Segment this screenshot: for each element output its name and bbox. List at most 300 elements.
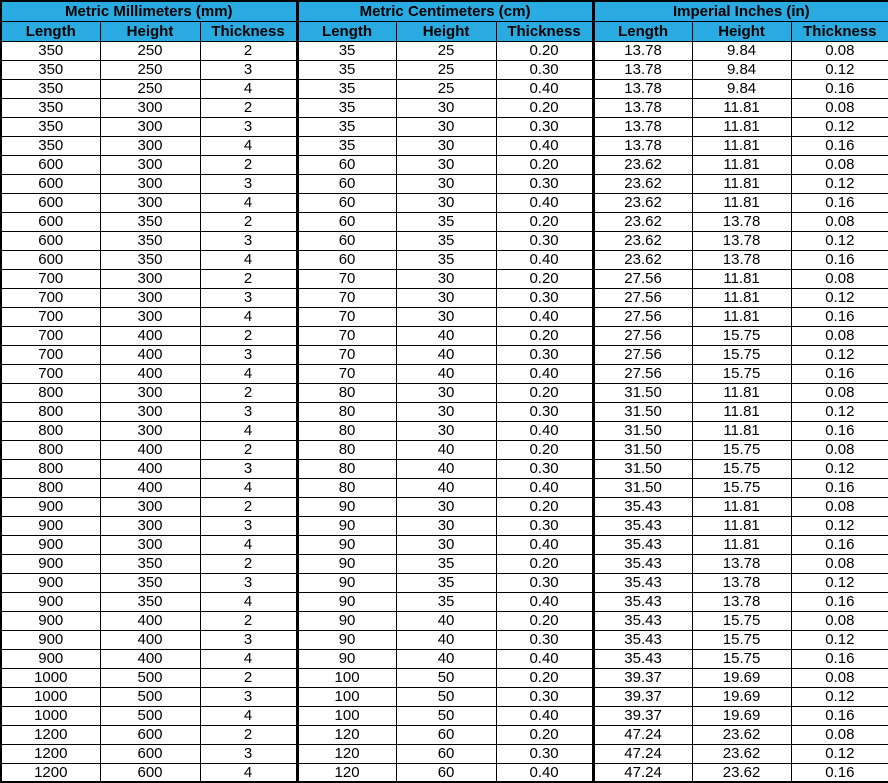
table-cell: 0.40	[496, 478, 593, 497]
table-cell: 0.16	[791, 649, 888, 668]
table-cell: 60	[297, 155, 396, 174]
table-cell: 11.81	[692, 117, 791, 136]
table-cell: 13.78	[593, 79, 692, 98]
table-cell: 250	[100, 79, 200, 98]
table-cell: 35.43	[593, 630, 692, 649]
table-cell: 600	[1, 231, 100, 250]
table-cell: 0.40	[496, 535, 593, 554]
table-cell: 120	[297, 725, 396, 744]
table-cell: 90	[297, 649, 396, 668]
table-cell: 400	[100, 364, 200, 383]
table-cell: 300	[100, 117, 200, 136]
table-cell: 0.30	[496, 687, 593, 706]
table-cell: 35	[297, 117, 396, 136]
table-cell: 40	[396, 478, 496, 497]
table-cell: 350	[100, 212, 200, 231]
table-cell: 3	[200, 345, 297, 364]
table-cell: 31.50	[593, 440, 692, 459]
table-cell: 27.56	[593, 288, 692, 307]
table-cell: 60	[297, 250, 396, 269]
table-cell: 700	[1, 364, 100, 383]
table-cell: 0.08	[791, 668, 888, 687]
table-cell: 120	[297, 763, 396, 782]
table-cell: 23.62	[593, 155, 692, 174]
table-cell: 1200	[1, 744, 100, 763]
table-cell: 2	[200, 98, 297, 117]
table-cell: 4	[200, 706, 297, 725]
table-cell: 90	[297, 535, 396, 554]
table-cell: 90	[297, 516, 396, 535]
table-cell: 900	[1, 516, 100, 535]
table-cell: 31.50	[593, 383, 692, 402]
table-cell: 600	[1, 250, 100, 269]
table-cell: 0.30	[496, 60, 593, 79]
table-cell: 800	[1, 478, 100, 497]
table-cell: 35.43	[593, 535, 692, 554]
table-cell: 600	[100, 725, 200, 744]
table-cell: 27.56	[593, 307, 692, 326]
table-cell: 350	[100, 250, 200, 269]
table-cell: 60	[297, 193, 396, 212]
table-cell: 39.37	[593, 687, 692, 706]
table-cell: 19.69	[692, 706, 791, 725]
table-cell: 0.08	[791, 155, 888, 174]
table-cell: 0.30	[496, 231, 593, 250]
group-header-cm: Metric Centimeters (cm)	[297, 1, 593, 21]
table-cell: 0.08	[791, 383, 888, 402]
table-cell: 0.20	[496, 554, 593, 573]
table-cell: 35	[297, 136, 396, 155]
table-row	[1, 288, 888, 307]
table-row	[1, 497, 888, 516]
table-cell: 100	[297, 687, 396, 706]
table-cell: 0.30	[496, 630, 593, 649]
table-cell: 0.30	[496, 516, 593, 535]
table-cell: 25	[396, 60, 496, 79]
table-cell: 11.81	[692, 383, 791, 402]
table-cell: 2	[200, 383, 297, 402]
table-cell: 3	[200, 687, 297, 706]
table-row	[1, 212, 888, 231]
table-cell: 9.84	[692, 41, 791, 60]
table-cell: 30	[396, 421, 496, 440]
table-cell: 400	[100, 611, 200, 630]
table-cell: 9.84	[692, 60, 791, 79]
table-cell: 1200	[1, 763, 100, 782]
table-cell: 300	[100, 402, 200, 421]
table-cell: 70	[297, 364, 396, 383]
table-cell: 0.30	[496, 573, 593, 592]
table-row	[1, 231, 888, 250]
table-cell: 0.16	[791, 79, 888, 98]
table-cell: 2	[200, 611, 297, 630]
column-header-in-length: Length	[593, 21, 692, 41]
table-cell: 0.12	[791, 60, 888, 79]
table-cell: 80	[297, 440, 396, 459]
table-cell: 13.78	[593, 98, 692, 117]
table-cell: 350	[100, 592, 200, 611]
group-header-in: Imperial Inches (in)	[593, 1, 888, 21]
table-cell: 1200	[1, 725, 100, 744]
table-cell: 350	[1, 98, 100, 117]
table-cell: 35.43	[593, 592, 692, 611]
table-cell: 27.56	[593, 269, 692, 288]
table-row	[1, 421, 888, 440]
table-cell: 0.12	[791, 459, 888, 478]
table-cell: 60	[297, 174, 396, 193]
table-row	[1, 440, 888, 459]
table-cell: 40	[396, 630, 496, 649]
table-cell: 30	[396, 535, 496, 554]
table-cell: 4	[200, 364, 297, 383]
table-cell: 23.62	[692, 744, 791, 763]
table-row	[1, 649, 888, 668]
table-cell: 120	[297, 744, 396, 763]
table-cell: 0.30	[496, 459, 593, 478]
table-cell: 0.12	[791, 402, 888, 421]
table-cell: 13.78	[593, 60, 692, 79]
table-cell: 800	[1, 402, 100, 421]
table-cell: 4	[200, 649, 297, 668]
table-cell: 2	[200, 497, 297, 516]
table-cell: 27.56	[593, 364, 692, 383]
table-cell: 0.08	[791, 269, 888, 288]
table-cell: 800	[1, 440, 100, 459]
table-cell: 0.08	[791, 98, 888, 117]
table-cell: 40	[396, 611, 496, 630]
table-cell: 0.08	[791, 497, 888, 516]
table-cell: 300	[100, 174, 200, 193]
table-cell: 11.81	[692, 307, 791, 326]
table-cell: 0.16	[791, 706, 888, 725]
table-cell: 13.78	[692, 231, 791, 250]
table-row	[1, 402, 888, 421]
table-cell: 0.08	[791, 611, 888, 630]
table-cell: 23.62	[593, 250, 692, 269]
table-cell: 60	[297, 231, 396, 250]
column-header-cm-height: Height	[396, 21, 496, 41]
table-cell: 23.62	[692, 763, 791, 782]
table-cell: 11.81	[692, 402, 791, 421]
table-cell: 90	[297, 592, 396, 611]
table-cell: 350	[1, 117, 100, 136]
table-row	[1, 611, 888, 630]
table-cell: 0.08	[791, 440, 888, 459]
table-cell: 11.81	[692, 269, 791, 288]
table-cell: 13.78	[593, 136, 692, 155]
table-cell: 30	[396, 383, 496, 402]
table-cell: 3	[200, 402, 297, 421]
table-cell: 350	[100, 554, 200, 573]
table-cell: 300	[100, 136, 200, 155]
table-cell: 11.81	[692, 136, 791, 155]
table-cell: 2	[200, 212, 297, 231]
table-cell: 2	[200, 725, 297, 744]
table-cell: 4	[200, 250, 297, 269]
table-row	[1, 478, 888, 497]
table-cell: 0.40	[496, 706, 593, 725]
table-cell: 2	[200, 440, 297, 459]
table-cell: 1000	[1, 687, 100, 706]
column-header-in-thickness: Thickness	[791, 21, 888, 41]
table-cell: 300	[100, 288, 200, 307]
table-cell: 13.78	[692, 573, 791, 592]
table-cell: 27.56	[593, 345, 692, 364]
table-cell: 4	[200, 307, 297, 326]
table-cell: 35	[396, 231, 496, 250]
table-cell: 11.81	[692, 288, 791, 307]
table-row	[1, 60, 888, 79]
table-cell: 0.20	[496, 611, 593, 630]
table-cell: 35	[297, 41, 396, 60]
table-cell: 1000	[1, 706, 100, 725]
table-cell: 300	[100, 535, 200, 554]
table-cell: 3	[200, 573, 297, 592]
table-cell: 35	[297, 79, 396, 98]
table-cell: 0.40	[496, 79, 593, 98]
table-row	[1, 117, 888, 136]
table-cell: 0.12	[791, 174, 888, 193]
table-cell: 80	[297, 478, 396, 497]
table-row	[1, 744, 888, 763]
table-cell: 500	[100, 706, 200, 725]
table-cell: 80	[297, 421, 396, 440]
table-cell: 0.16	[791, 421, 888, 440]
table-cell: 350	[100, 573, 200, 592]
table-cell: 0.08	[791, 326, 888, 345]
table-cell: 0.12	[791, 288, 888, 307]
table-cell: 3	[200, 744, 297, 763]
table-cell: 90	[297, 497, 396, 516]
table-cell: 0.40	[496, 592, 593, 611]
table-cell: 250	[100, 60, 200, 79]
table-cell: 800	[1, 459, 100, 478]
table-cell: 800	[1, 421, 100, 440]
table-cell: 900	[1, 611, 100, 630]
table-cell: 3	[200, 630, 297, 649]
table-cell: 15.75	[692, 364, 791, 383]
table-cell: 23.62	[593, 174, 692, 193]
table-cell: 0.30	[496, 288, 593, 307]
table-cell: 15.75	[692, 326, 791, 345]
table-cell: 13.78	[593, 117, 692, 136]
table-cell: 0.16	[791, 478, 888, 497]
table-cell: 47.24	[593, 725, 692, 744]
table-cell: 50	[396, 687, 496, 706]
table-cell: 11.81	[692, 174, 791, 193]
table-cell: 0.20	[496, 497, 593, 516]
table-cell: 0.16	[791, 250, 888, 269]
column-header-mm-height: Height	[100, 21, 200, 41]
table-cell: 500	[100, 668, 200, 687]
table-cell: 31.50	[593, 459, 692, 478]
table-cell: 40	[396, 459, 496, 478]
table-cell: 23.62	[593, 212, 692, 231]
table-cell: 350	[1, 41, 100, 60]
table-cell: 300	[100, 269, 200, 288]
table-cell: 0.12	[791, 345, 888, 364]
table-cell: 4	[200, 535, 297, 554]
table-cell: 0.16	[791, 307, 888, 326]
table-cell: 35	[396, 212, 496, 231]
table-cell: 0.20	[496, 269, 593, 288]
table-cell: 0.20	[496, 155, 593, 174]
table-cell: 900	[1, 649, 100, 668]
table-cell: 19.69	[692, 668, 791, 687]
table-cell: 0.40	[496, 307, 593, 326]
table-cell: 900	[1, 497, 100, 516]
table-cell: 31.50	[593, 402, 692, 421]
table-cell: 60	[396, 744, 496, 763]
table-row	[1, 706, 888, 725]
table-cell: 15.75	[692, 440, 791, 459]
table-cell: 0.08	[791, 554, 888, 573]
table-cell: 11.81	[692, 98, 791, 117]
table-cell: 11.81	[692, 155, 791, 174]
table-cell: 0.16	[791, 535, 888, 554]
table-cell: 400	[100, 345, 200, 364]
table-cell: 0.12	[791, 744, 888, 763]
group-header-row	[1, 1, 888, 21]
table-cell: 80	[297, 402, 396, 421]
table-cell: 100	[297, 706, 396, 725]
table-header	[1, 1, 888, 41]
table-cell: 300	[100, 497, 200, 516]
table-cell: 800	[1, 383, 100, 402]
table-cell: 35	[396, 573, 496, 592]
table-cell: 31.50	[593, 478, 692, 497]
table-cell: 27.56	[593, 326, 692, 345]
table-cell: 70	[297, 326, 396, 345]
table-cell: 39.37	[593, 668, 692, 687]
table-cell: 0.12	[791, 117, 888, 136]
table-cell: 300	[100, 193, 200, 212]
table-cell: 30	[396, 98, 496, 117]
table-cell: 0.16	[791, 364, 888, 383]
table-cell: 350	[100, 231, 200, 250]
table-cell: 2	[200, 326, 297, 345]
table-cell: 400	[100, 478, 200, 497]
table-cell: 0.20	[496, 41, 593, 60]
table-cell: 700	[1, 288, 100, 307]
table-row	[1, 155, 888, 174]
table-cell: 35.43	[593, 573, 692, 592]
table-cell: 600	[1, 155, 100, 174]
table-cell: 35	[297, 98, 396, 117]
table-cell: 30	[396, 193, 496, 212]
table-cell: 40	[396, 649, 496, 668]
table-cell: 35	[396, 250, 496, 269]
table-cell: 0.40	[496, 421, 593, 440]
table-cell: 30	[396, 174, 496, 193]
table-cell: 50	[396, 706, 496, 725]
table-row	[1, 41, 888, 60]
table-cell: 0.08	[791, 212, 888, 231]
table-cell: 0.12	[791, 231, 888, 250]
table-cell: 350	[1, 79, 100, 98]
table-cell: 2	[200, 668, 297, 687]
table-cell: 700	[1, 326, 100, 345]
table-cell: 35.43	[593, 649, 692, 668]
table-row	[1, 250, 888, 269]
table-cell: 0.40	[496, 136, 593, 155]
table-cell: 700	[1, 345, 100, 364]
table-cell: 300	[100, 383, 200, 402]
table-row	[1, 383, 888, 402]
table-cell: 15.75	[692, 345, 791, 364]
table-cell: 3	[200, 516, 297, 535]
table-cell: 0.20	[496, 440, 593, 459]
table-cell: 0.12	[791, 687, 888, 706]
table-cell: 11.81	[692, 516, 791, 535]
table-row	[1, 79, 888, 98]
table-cell: 250	[100, 41, 200, 60]
table-cell: 4	[200, 79, 297, 98]
table-cell: 350	[1, 60, 100, 79]
table-cell: 90	[297, 611, 396, 630]
table-cell: 4	[200, 592, 297, 611]
table-cell: 90	[297, 630, 396, 649]
table-cell: 300	[100, 155, 200, 174]
table-cell: 11.81	[692, 497, 791, 516]
table-cell: 0.40	[496, 364, 593, 383]
table-row	[1, 763, 888, 782]
table-cell: 600	[1, 193, 100, 212]
table-cell: 3	[200, 459, 297, 478]
table-cell: 2	[200, 155, 297, 174]
table-cell: 0.40	[496, 649, 593, 668]
table-cell: 0.20	[496, 212, 593, 231]
table-cell: 4	[200, 136, 297, 155]
table-cell: 23.62	[593, 231, 692, 250]
table-cell: 400	[100, 459, 200, 478]
column-header-mm-thickness: Thickness	[200, 21, 297, 41]
table-cell: 300	[100, 98, 200, 117]
table-cell: 0.20	[496, 668, 593, 687]
table-cell: 35	[396, 554, 496, 573]
table-row	[1, 630, 888, 649]
table-cell: 60	[396, 763, 496, 782]
table-cell: 0.20	[496, 383, 593, 402]
table-cell: 3	[200, 117, 297, 136]
table-cell: 35.43	[593, 516, 692, 535]
table-cell: 30	[396, 497, 496, 516]
table-cell: 80	[297, 383, 396, 402]
table-cell: 700	[1, 269, 100, 288]
table-cell: 3	[200, 60, 297, 79]
table-cell: 35.43	[593, 497, 692, 516]
table-cell: 300	[100, 421, 200, 440]
table-cell: 0.12	[791, 573, 888, 592]
table-cell: 500	[100, 687, 200, 706]
table-cell: 35.43	[593, 611, 692, 630]
group-header-mm: Metric Millimeters (mm)	[1, 1, 297, 21]
table-cell: 3	[200, 231, 297, 250]
table-row	[1, 98, 888, 117]
table-cell: 4	[200, 763, 297, 782]
table-cell: 400	[100, 326, 200, 345]
table-cell: 900	[1, 592, 100, 611]
table-cell: 25	[396, 41, 496, 60]
table-row	[1, 725, 888, 744]
table-cell: 4	[200, 478, 297, 497]
column-header-cm-length: Length	[297, 21, 396, 41]
table-row	[1, 136, 888, 155]
table-cell: 30	[396, 136, 496, 155]
table-cell: 900	[1, 573, 100, 592]
table-cell: 70	[297, 288, 396, 307]
table-cell: 0.20	[496, 725, 593, 744]
